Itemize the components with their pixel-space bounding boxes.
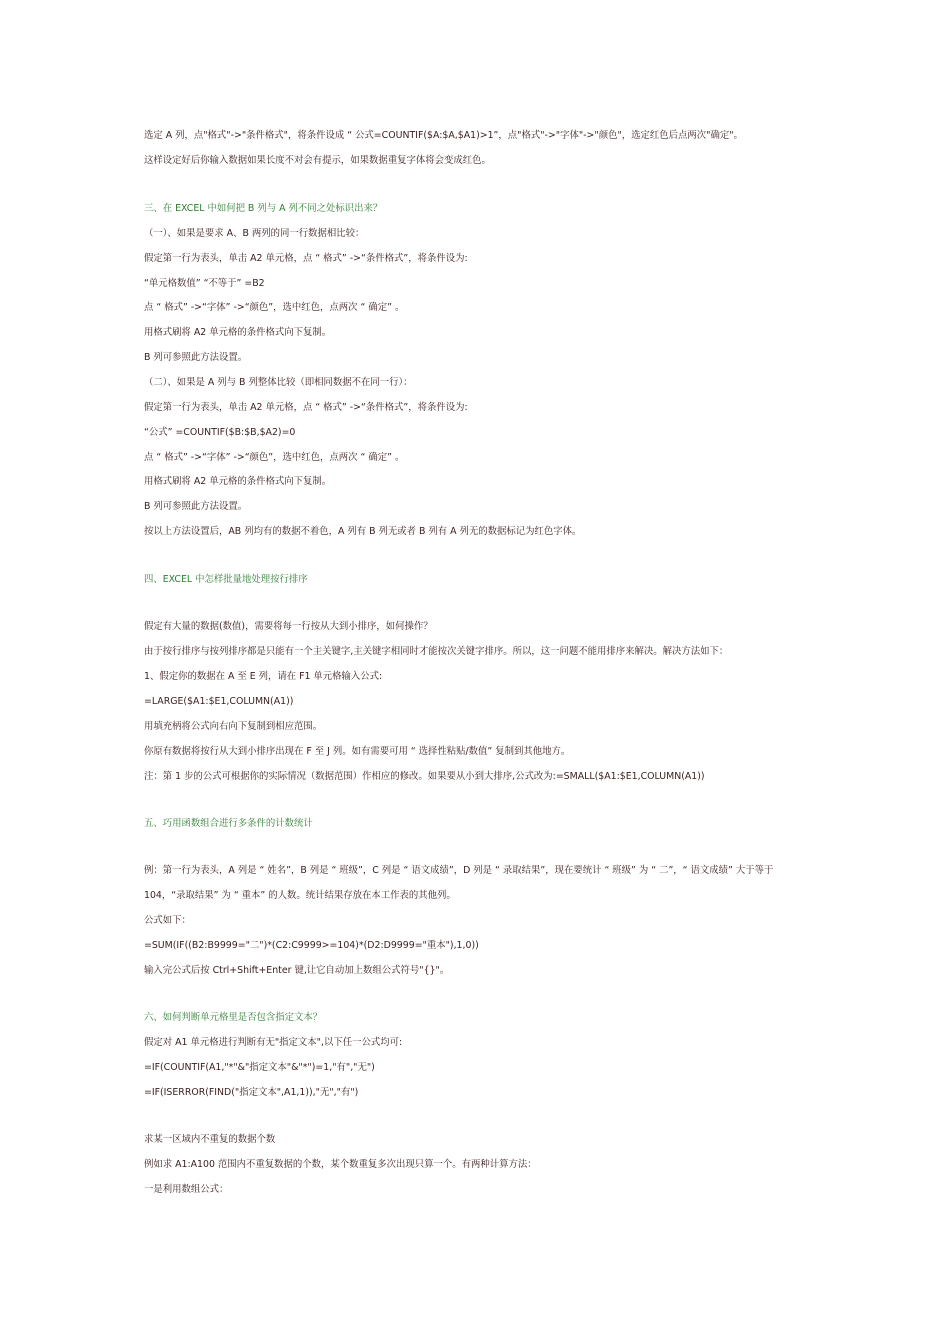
paragraph-line: 注：第 1 步的公式可根据你的实际情况（数据范围）作相应的修改。如果要从小到大排序,公式改为:=SMALL($A1:$E1,COLUMN(A1)) <box>144 771 705 782</box>
paragraph-line: 1、假定你的数据在 A 至 E 列，请在 F1 单元格输入公式: <box>144 671 383 682</box>
formula-line: =IF(COUNTIF(A1,"*"&"指定文本"&"*")=1,"有","无") <box>144 1062 375 1073</box>
paragraph-line: 选定 A 列，点"格式"->"条件格式"，将条件设成 “ 公式=COUNTIF($A:$A,$A1)>1”，点"格式"->"字体"->"颜色"，选定红色后点两次"确定"。 <box>144 130 743 141</box>
paragraph-line: B 列可参照此方法设置。 <box>144 501 248 512</box>
paragraph-line: 例如求 A1:A100 范围内不重复数据的个数，某个数重复多次出现只算一个。有两种计算方法： <box>144 1159 537 1170</box>
paragraph-line: 用格式刷将 A2 单元格的条件格式向下复制。 <box>144 327 332 338</box>
paragraph-line: B 列可参照此方法设置。 <box>144 352 248 363</box>
formula-line: =LARGE($A1:$E1,COLUMN(A1)) <box>144 696 294 707</box>
paragraph-line: 点 “ 格式” ->“字体” ->“颜色”，选中红色，点两次 “ 确定” 。 <box>144 452 405 463</box>
paragraph-line: 按以上方法设置后，AB 列均有的数据不着色，A 列有 B 列无或者 B 列有 A 列无的数据标记为红色字体。 <box>144 526 582 537</box>
paragraph-line: 假定第一行为表头，单击 A2 单元格，点 “ 格式” ->“条件格式”，将条件设为: <box>144 402 468 413</box>
paragraph-line: 由于按行排序与按列排序都是只能有一个主关键字,主关键字相同时才能按次关键字排序。所以，这一问题不能用排序来解决。解决方法如下： <box>144 646 729 657</box>
paragraph-line: 例：第一行为表头，A 列是 “ 姓名”，B 列是 “ 班级”，C 列是 “ 语文成绩”，D 列是 “ 录取结果”，现在要统计 “ 班级” 为 “ 二”，“ 语文成绩” 大于等于 <box>144 865 774 876</box>
section-heading-6: 六、如何判断单元格里是否包含指定文本？ <box>144 1012 323 1023</box>
paragraph-line: 用格式刷将 A2 单元格的条件格式向下复制。 <box>144 476 332 487</box>
formula-line: =SUM(IF((B2:B9999="二")*(C2:C9999>=104)*(D2:D9999="重本"),1,0)) <box>144 940 479 951</box>
paragraph-line: （二）、如果是 A 列与 B 列整体比较（即相同数据不在同一行）： <box>144 377 413 388</box>
paragraph-line: 假定第一行为表头，单击 A2 单元格，点 “ 格式” ->“条件格式”，将条件设为: <box>144 253 468 264</box>
paragraph-line: 你原有数据将按行从大到小排序出现在 F 至 J 列。如有需要可用 “ 选择性粘贴/数值” 复制到其他地方。 <box>144 746 571 757</box>
formula-line: =IF(ISERROR(FIND("指定文本",A1,1)),"无","有") <box>144 1087 359 1098</box>
paragraph-line: 输入完公式后按 Ctrl+Shift+Enter 键,让它自动加上数组公式符号"{}"。 <box>144 965 450 976</box>
subheading-line: 求某一区域内不重复的数据个数 <box>144 1134 276 1145</box>
paragraph-line: 这样设定好后你输入数据如果长度不对会有提示，如果数据重复字体将会变成红色。 <box>144 155 491 166</box>
paragraph-line: 假定对 A1 单元格进行判断有无"指定文本",以下任一公式均可: <box>144 1037 403 1048</box>
paragraph-line: 点 “ 格式” ->“字体” ->“颜色”，选中红色，点两次 “ 确定” 。 <box>144 302 405 313</box>
paragraph-line: “单元格数值” “不等于” =B2 <box>144 278 265 289</box>
paragraph-line: （一）、如果是要求 A、B 两列的同一行数据相比较： <box>144 228 365 239</box>
paragraph-line: 假定有大量的数据(数值)，需要将每一行按从大到小排序，如何操作？ <box>144 621 433 632</box>
section-heading-3: 三、在 EXCEL 中如何把 B 列与 A 列不同之处标识出来？ <box>144 203 383 214</box>
formula-line: “公式” =COUNTIF($B:$B,$A2)=0 <box>144 427 296 438</box>
paragraph-line: 104，“录取结果” 为 “ 重本” 的人数。统计结果存放在本工作表的其他列。 <box>144 890 456 901</box>
section-heading-4: 四、EXCEL 中怎样批量地处理按行排序 <box>144 574 308 585</box>
paragraph-line: 用填充柄将公式向右向下复制到相应范围。 <box>144 721 323 732</box>
paragraph-line: 一是利用数组公式： <box>144 1184 229 1195</box>
section-heading-5: 五、巧用函数组合进行多条件的计数统计 <box>144 818 313 829</box>
paragraph-line: 公式如下： <box>144 915 191 926</box>
